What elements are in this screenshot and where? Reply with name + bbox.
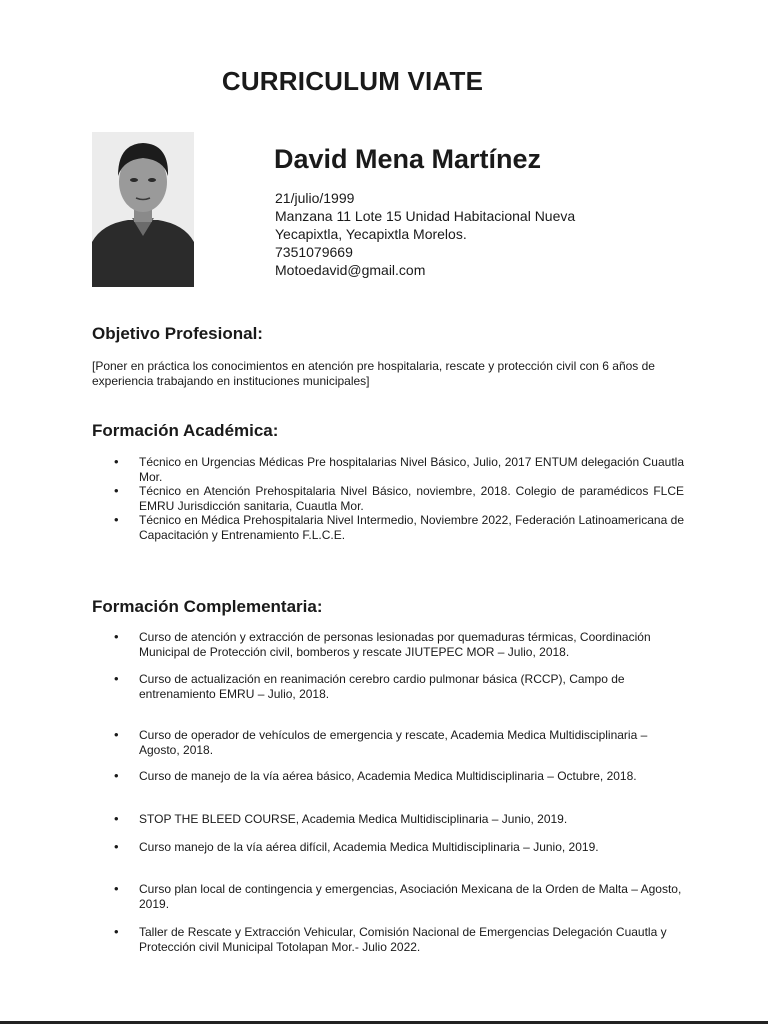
complementary-list xyxy=(92,728,684,757)
complementary-list xyxy=(92,840,684,855)
birth-date: 21/julio/1999 xyxy=(275,190,355,206)
list-item: • Curso plan local de contingencia y emergencias, Asociación Mexicana de la Orden de Malta – Agosto, 2019. xyxy=(92,882,684,911)
list-item: • Técnico en Atención Prehospitalaria Nivel Básico, noviembre, 2018. Colegio de paramédicos FLCE EMRU Jurisdicción sanitaria, Cuautla Mor. xyxy=(92,484,684,513)
portrait-photo-icon xyxy=(92,132,194,287)
complementary-heading: Formación Complementaria: xyxy=(92,597,323,616)
complementary-list xyxy=(92,925,684,954)
academic-heading: Formación Académica: xyxy=(92,421,279,440)
list-item: • Curso de atención y extracción de personas lesionadas por quemaduras térmicas, Coordinación Municipal de Protección civil, bomberos y rescate JIUTEPEC MOR – Julio, 2018. xyxy=(92,630,684,659)
profile-photo xyxy=(92,132,194,287)
complementary-list xyxy=(92,672,684,701)
phone-number: 7351079669 xyxy=(275,244,353,260)
objective-heading: Objetivo Profesional: xyxy=(92,324,263,343)
list-item: • Técnico en Urgencias Médicas Pre hospitalarias Nivel Básico, Julio, 2017 ENTUM delegación Cuautla Mor. xyxy=(92,455,684,484)
list-item: • Curso de operador de vehículos de emergencia y rescate, Academia Medica Multidisciplinaria – Agosto, 2018. xyxy=(92,728,684,757)
address-line-1: Manzana 11 Lote 15 Unidad Habitacional Nueva xyxy=(275,208,576,224)
list-item: • STOP THE BLEED COURSE, Academia Medica Multidisciplinaria – Junio, 2019. xyxy=(92,812,684,827)
academic-list xyxy=(92,455,684,542)
objective-text: [Poner en práctica los conocimientos en atención pre hospitalaria, rescate y protección civil con 6 años de experiencia trabajando en instituciones municipales] xyxy=(92,359,655,388)
contact-details xyxy=(275,189,575,279)
complementary-list xyxy=(92,812,684,827)
address-line-2: Yecapixtla, Yecapixtla Morelos. xyxy=(275,226,467,242)
page-title: CURRICULUM VIATE xyxy=(221,66,484,96)
complementary-list xyxy=(92,769,684,784)
complementary-list xyxy=(92,630,684,659)
list-item: • Curso manejo de la vía aérea difícil, Academia Medica Multidisciplinaria – Junio, 2019. xyxy=(92,840,684,855)
list-item: • Técnico en Médica Prehospitalaria Nivel Intermedio, Noviembre 2022, Federación Latinoamericana de Capacitación y Entrenamiento F.L.C.E. xyxy=(92,513,684,542)
list-item: • Curso de manejo de la vía aérea básico, Academia Medica Multidisciplinaria – Octubre, 2018. xyxy=(92,769,684,784)
candidate-name: David Mena Martínez xyxy=(274,144,542,174)
list-item: • Taller de Rescate y Extracción Vehicular, Comisión Nacional de Emergencias Delegación Cuautla y Protección civil Municipal Totolapan Mor.- Julio 2022. xyxy=(92,925,684,954)
complementary-list xyxy=(92,882,684,911)
email-address: Motoedavid@gmail.com xyxy=(275,262,426,278)
list-item: • Curso de actualización en reanimación cerebro cardio pulmonar básica (RCCP), Campo de entrenamiento EMRU – Julio, 2018. xyxy=(92,672,684,701)
